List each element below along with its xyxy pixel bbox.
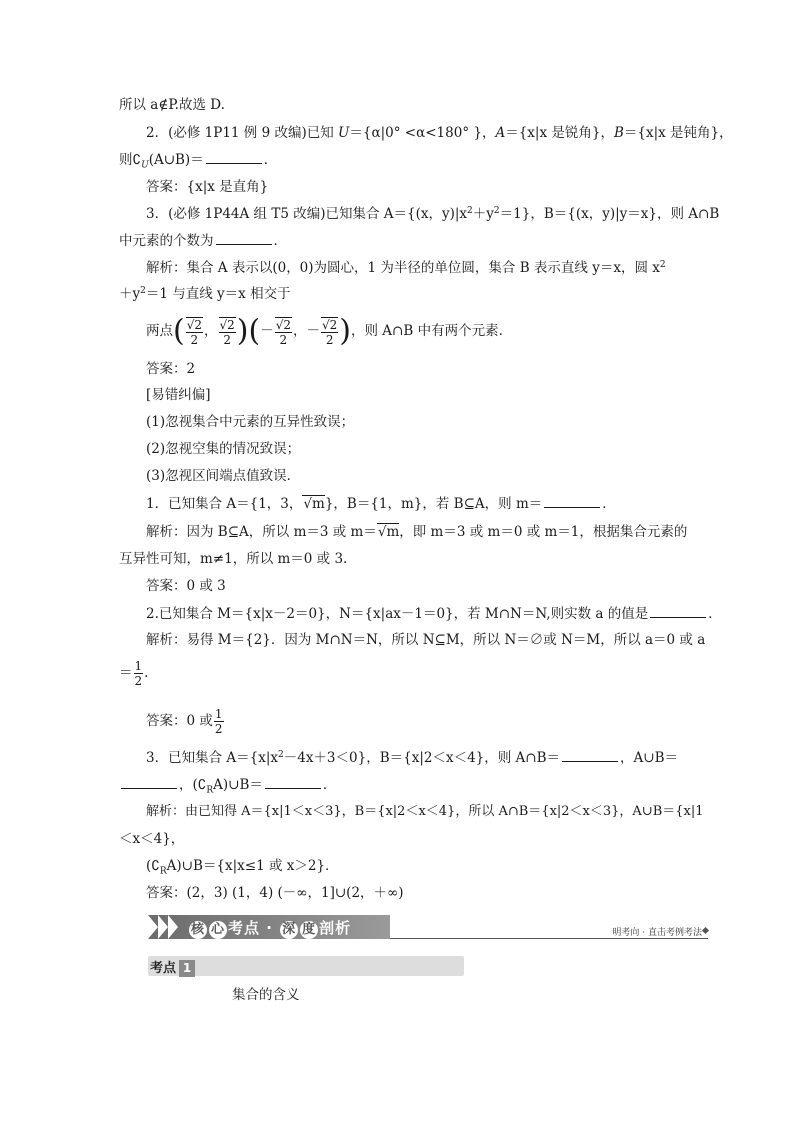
answer-line: 答案：0 或 3 <box>146 578 226 594</box>
answer-blank <box>216 231 272 245</box>
fraction: $\frac{√2}{2}$ <box>186 317 202 347</box>
section-banner <box>148 913 708 943</box>
chevron-icon <box>168 915 178 939</box>
chevron-icon <box>158 915 168 939</box>
answer-blank <box>121 775 177 789</box>
analysis-line-cont: $+y^2=1$ 与直线 y＝x 相交于 <box>119 286 291 302</box>
answer-line: 答案：(2，3) (1，4) (－∞，1]∪(2，＋∞) <box>146 885 404 901</box>
answer-line: 答案：2 <box>146 361 196 377</box>
left-paren: ( <box>173 313 185 349</box>
question-3: 3．(必修 1P44A 组 T5 改编)已知集合 A＝{(x，$y)|x^2+y^2=1$}，B＝{(x，y)|y＝x}，则 A∩B <box>146 206 720 222</box>
kaodian-bar <box>148 956 464 976</box>
analysis-line: 解析：因为 B⊆A，所以 m＝3 或 m＝√m，即 m＝3 或 m＝0 或 m＝1，根据集合元素的 <box>146 524 688 540</box>
text-line: (1)忽视集合中元素的互异性致误； <box>146 414 355 430</box>
section-heading: [易错纠偏] <box>146 387 211 403</box>
right-paren: ) <box>236 313 249 349</box>
analysis-line-cont: ＝ $\frac{1}{2}$ . <box>119 659 149 688</box>
left-paren: ( <box>248 313 261 349</box>
analysis-line-cont: ＜x＜4}， <box>119 831 185 847</box>
question-2b: 2.已知集合 M＝{x|x－2＝0}，N＝{x|ax－1＝0}，若 M∩N＝N,则实数 a 的值是 ． <box>146 606 722 622</box>
chevron-icon <box>148 915 158 939</box>
analysis-line: 解析：由已知得 A＝{x|1＜x＜3}，B＝{x|2＜x＜4}，所以 A∩B＝{x|2＜x＜3}，A∪B＝{x|1 <box>146 804 704 819</box>
kaodian-title: 集合的含义 <box>232 987 300 1003</box>
question-2: 2．(必修 1P11 例 9 改编)已知 U＝{α|0° <α<180° }，A＝{x|x 是锐角}，B＝{x|x 是钝角}， <box>146 125 733 141</box>
fraction: $\frac{1}{2}$ <box>134 659 143 688</box>
answer-blank <box>650 604 706 618</box>
diamond-icon <box>702 927 709 934</box>
text-line: 所以 a∉P.故选 D. <box>119 97 225 113</box>
banner-subtitle: 明考向 · 直击考例考法 <box>612 928 702 938</box>
text-line: (3)忽视区间端点值致误． <box>146 468 301 484</box>
fraction: $\frac{√2}{2}$ <box>275 317 291 347</box>
question-3-cont: 中元素的个数为 ． <box>119 233 287 249</box>
analysis-line: $(∁_RA)\cup B=\{x|x\le 1$ 或 x＞2}． <box>146 858 339 877</box>
analysis-line: 解析：集合 A 表示以(0，0)为圆心，1 为半径的单位圆，集合 B 表示直线 y＝x，圆 $x^2$ <box>146 260 666 276</box>
answer-blank <box>544 494 600 508</box>
fraction: $\frac{√2}{2}$ <box>219 317 235 347</box>
question-3b-cont: ，$(∁_RA)\cup B=$ ． <box>119 775 336 800</box>
answer-line: 答案：0 或 $\frac{1}{2}$ <box>146 707 223 736</box>
question-2-cont: 则$∁_U(A\cup B)=$ ． <box>119 152 278 171</box>
banner-rule <box>390 938 708 939</box>
fraction: $\frac{1}{2}$ <box>214 707 223 736</box>
text-line: (2)忽视空集的情况致误； <box>146 441 301 457</box>
answer-line: 答案：{x|x 是直角} <box>146 179 269 195</box>
banner-title: 核 心 考点 · 深 度 剖析 <box>190 919 352 937</box>
right-paren: ) <box>339 313 351 349</box>
answer-blank <box>562 748 618 762</box>
kaodian-label: 考点 1 <box>150 957 195 977</box>
fraction: $\frac{√2}{2}$ <box>322 317 338 347</box>
answer-blank <box>206 150 262 164</box>
analysis-line-cont: 互异性可知，m≠1，所以 m＝0 或 3. <box>119 551 348 567</box>
intersection-points: 两点( $\frac{√2}{2}$ ， $\frac{√2}{2}$ )(－ $\frac{√2}{2}$ ，－ $\frac{√2}{2}$ )，则 A∩B 中有两个元素． <box>146 313 513 349</box>
question-3b: 3．已知集合 $A=\{x|x^2-4x+3<0\}$，B＝{x|2＜x＜4}，则 A∩B＝ ，A∪B＝ <box>146 750 679 766</box>
question-1: 1．已知集合 A＝{1，3，√m}，B＝{1，m}，若 B⊆A，则 m＝ ． <box>146 496 616 512</box>
analysis-line: 解析：易得 M＝{2}．因为 M∩N＝N，所以 N⊆M，所以 N＝∅或 N＝M，所以 a＝0 或 a <box>146 632 706 648</box>
answer-blank <box>265 775 321 789</box>
banner-bar <box>148 915 390 939</box>
